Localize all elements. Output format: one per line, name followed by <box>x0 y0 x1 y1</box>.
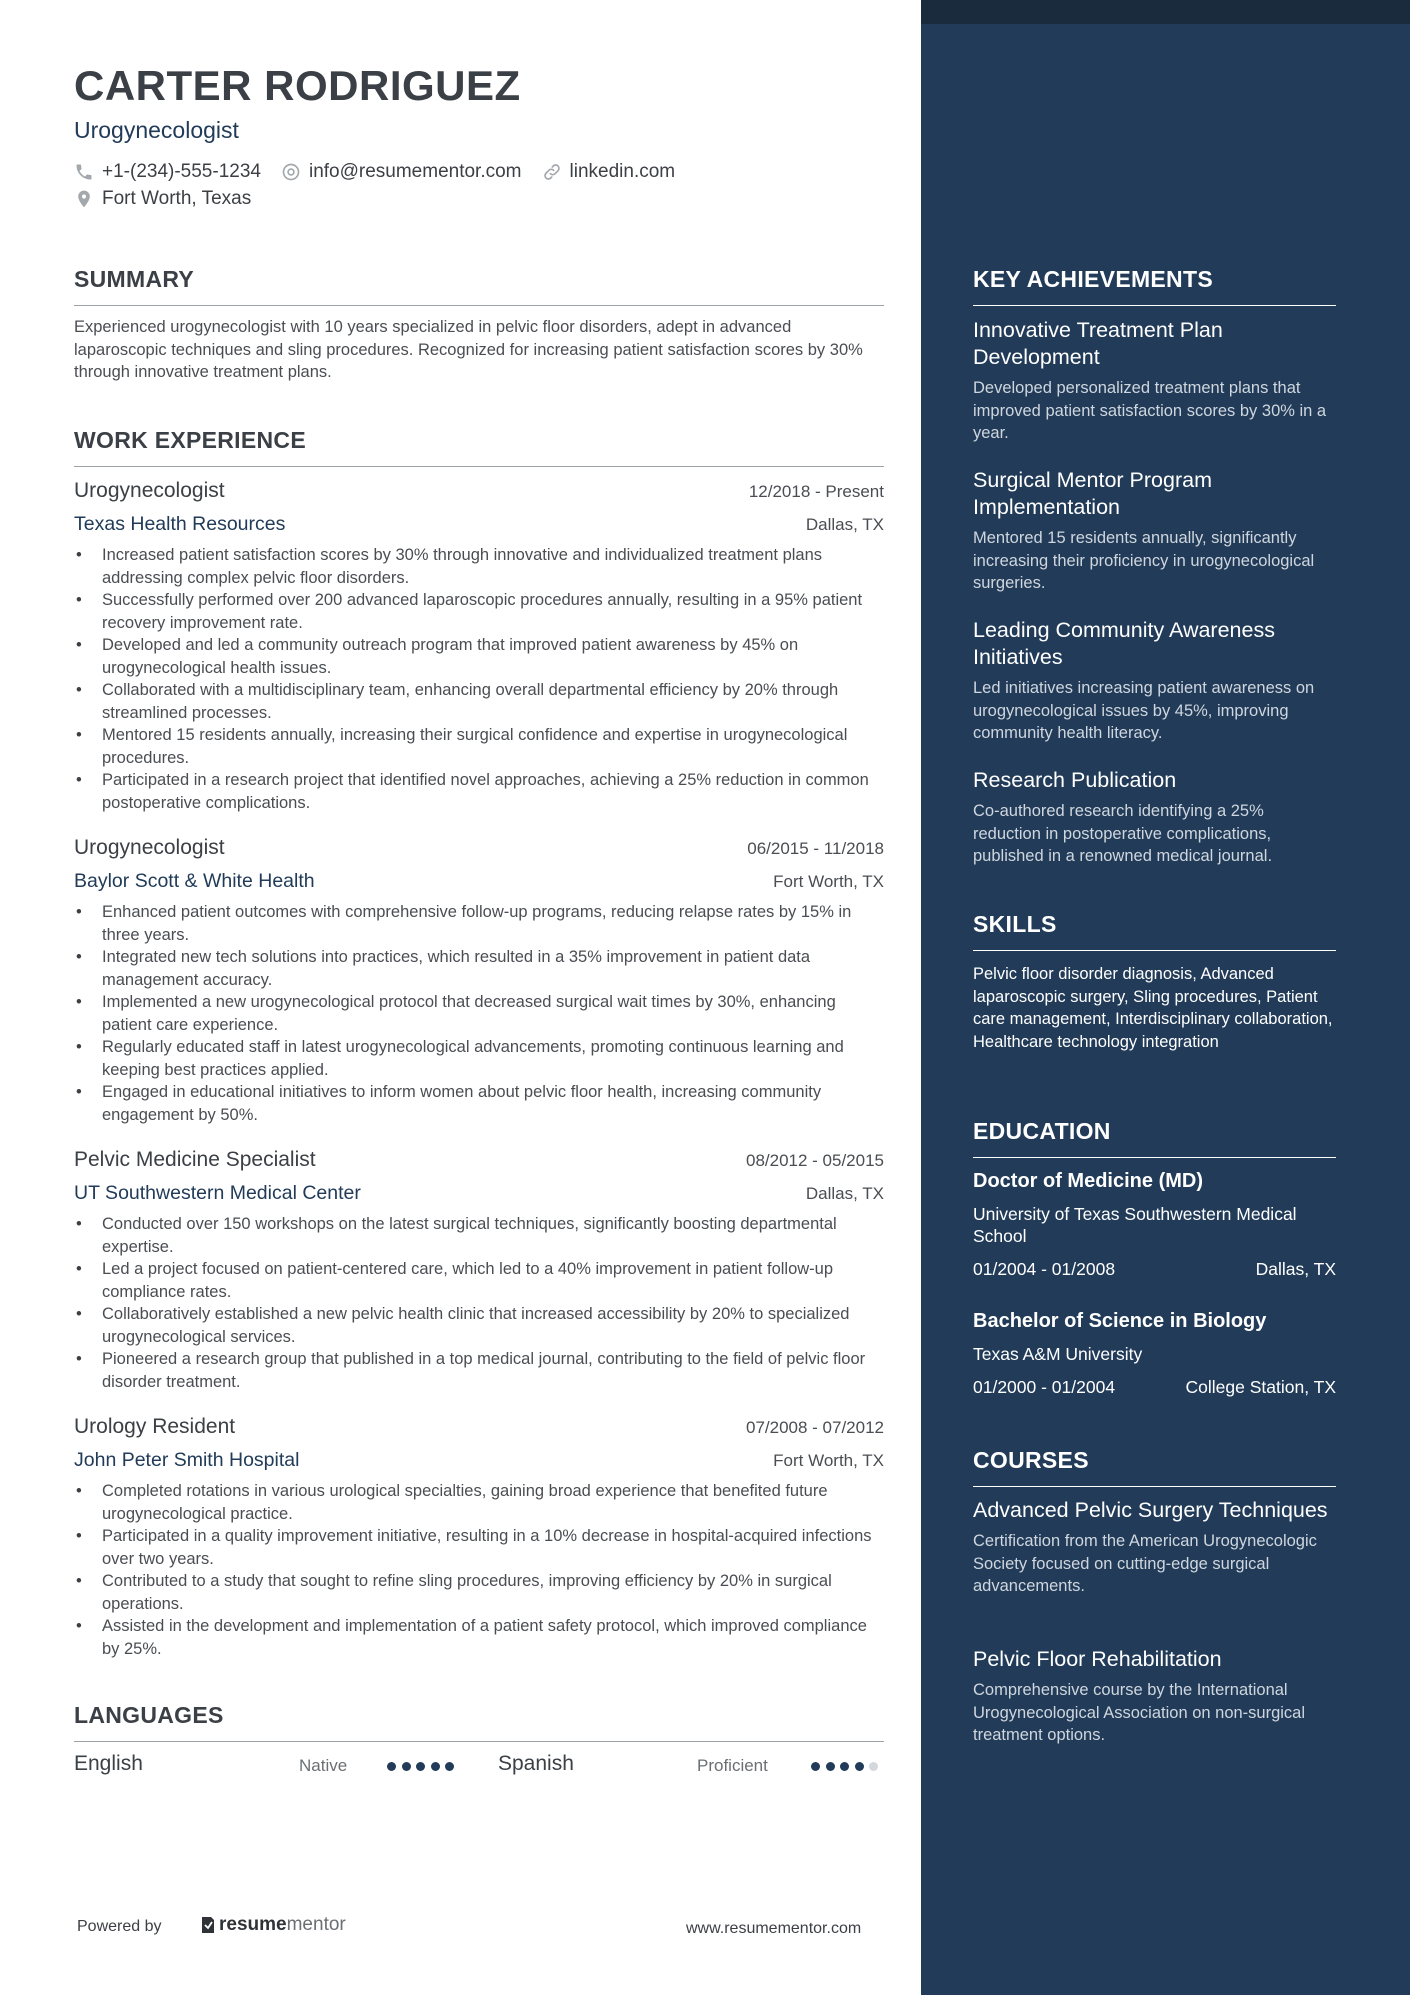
job-entry <box>74 836 884 1126</box>
rating-dot-filled <box>811 1762 820 1771</box>
job-bullets <box>74 1480 884 1660</box>
course-title: Pelvic Floor Rehabilitation <box>973 1647 1222 1671</box>
education-dates: 01/2004 - 01/2008 <box>973 1259 1116 1279</box>
job-dates: 06/2015 - 11/2018 <box>747 839 884 858</box>
job-bullet: • Successfully performed over 200 advanced laparoscopic procedures annually, resulting in a 95% patient recovery improvement rate. <box>74 589 884 634</box>
job-bullets <box>74 544 884 814</box>
education-location: Dallas, TX <box>1255 1259 1336 1279</box>
job-dates: 08/2012 - 05/2015 <box>745 1151 884 1170</box>
language-level: Native <box>299 1756 348 1775</box>
languages-section <box>74 1702 884 1742</box>
logo-text-bold: resume <box>219 1914 287 1935</box>
education-location: College Station, TX <box>1185 1377 1336 1397</box>
education-degree: Bachelor of Science in Biology <box>973 1310 1267 1332</box>
job-dates: 12/2018 - Present <box>748 482 884 501</box>
job-company: Baylor Scott & White Health <box>74 870 315 892</box>
course-item <box>973 1646 1336 1747</box>
education-dates: 01/2000 - 01/2004 <box>973 1377 1116 1397</box>
job-bullet: • Mentored 15 residents annually, increasing their surgical confidence and expertise in urogynecological procedures. <box>74 724 884 769</box>
job-company: UT Southwestern Medical Center <box>74 1182 361 1204</box>
job-company: John Peter Smith Hospital <box>74 1449 300 1471</box>
linkedin-text[interactable]: linkedin.com <box>569 161 676 182</box>
job-bullet: • Engaged in educational initiatives to inform women about pelvic floor health, increasing community engagement by 50%. <box>74 1081 884 1126</box>
course-item <box>973 1497 1336 1598</box>
summary-heading: SUMMARY <box>74 266 884 306</box>
job-bullet: • Integrated new tech solutions into practices, which resulted in a 35% improvement in patient data management accuracy. <box>74 946 884 991</box>
language-name: Spanish <box>498 1752 574 1775</box>
footer-logo[interactable] <box>200 1914 346 1936</box>
skills-section <box>973 911 1336 1053</box>
job-bullets <box>74 1213 884 1393</box>
achievement-desc: Mentored 15 residents annually, significantly increasing their proficiency in urogynecological surgeries. <box>973 529 1315 592</box>
phone-icon <box>74 162 94 182</box>
job-bullet: • Participated in a quality improvement initiative, resulting in a 10% decrease in hospital-acquired infections over two years. <box>74 1525 884 1570</box>
location-text: Fort Worth, Texas <box>102 188 252 209</box>
job-bullet: • Developed and led a community outreach program that improved patient awareness by 45% on urogynecological health issues. <box>74 634 884 679</box>
achievement-desc: Led initiatives increasing patient awareness on urogynecological issues by 45%, improving community health literacy. <box>973 679 1315 742</box>
footer-website[interactable]: www.resumementor.com <box>686 1920 862 1937</box>
job-bullet: • Enhanced patient outcomes with comprehensive follow-up programs, reducing relapse rates by 15% in three years. <box>74 901 884 946</box>
experience-heading: WORK EXPERIENCE <box>74 427 884 467</box>
rating-dot-filled <box>826 1762 835 1771</box>
achievement-title: Surgical Mentor Program Implementation <box>973 468 1212 519</box>
courses-heading: COURSES <box>973 1447 1336 1487</box>
rating-dot-filled <box>416 1762 425 1771</box>
education-item <box>973 1310 1336 1398</box>
sidebar <box>921 0 1410 1995</box>
education-school: University of Texas Southwestern Medical School <box>973 1204 1297 1246</box>
education-section <box>973 1118 1336 1158</box>
rating-dot-filled <box>445 1762 454 1771</box>
achievement-title: Research Publication <box>973 768 1177 792</box>
achievement-item <box>973 617 1336 745</box>
job-location: Fort Worth, TX <box>773 872 884 891</box>
job-bullet: • Conducted over 150 workshops on the latest surgical techniques, significantly boosting departmental expertise. <box>74 1213 884 1258</box>
languages-heading: LANGUAGES <box>74 1702 884 1742</box>
achievement-title: Leading Community Awareness Initiatives <box>973 618 1275 669</box>
logo-text-light: mentor <box>286 1914 346 1935</box>
experience-heading-block <box>74 427 884 467</box>
education-school: Texas A&M University <box>973 1344 1143 1364</box>
email-text[interactable]: info@resumementor.com <box>308 161 522 182</box>
job-location: Dallas, TX <box>805 1184 884 1203</box>
job-bullets <box>74 901 884 1126</box>
rating-dot-filled <box>431 1762 440 1771</box>
candidate-title: Urogynecologist <box>74 117 239 143</box>
job-company: Texas Health Resources <box>74 513 286 535</box>
rating-dot-filled <box>855 1762 864 1771</box>
job-entry <box>74 479 884 814</box>
job-title: Urology Resident <box>74 1415 236 1438</box>
job-bullet: • Collaborated with a multidisciplinary team, enhancing overall departmental efficiency by 20% through streamlined processes. <box>74 679 884 724</box>
course-title: Advanced Pelvic Surgery Techniques <box>973 1498 1328 1522</box>
job-bullet: • Collaboratively established a new pelvic health clinic that increased accessibility by 20% to specialized urogynecological services. <box>74 1303 884 1348</box>
achievement-desc: Co-authored research identifying a 25% reduction in postoperative complications, published in a renowned medical journal. <box>973 802 1273 865</box>
job-location: Dallas, TX <box>805 515 884 534</box>
job-bullet: • Assisted in the development and implementation of a patient safety protocol, which improved compliance by 25%. <box>74 1615 884 1660</box>
language-rating <box>387 1762 460 1771</box>
job-entry <box>74 1415 884 1660</box>
achievement-title: Innovative Treatment Plan Development <box>973 318 1223 369</box>
summary-text: Experienced urogynecologist with 10 years specialized in pelvic floor disorders, adept in advanced laparoscopic techniques and sling procedures. Recognized for increasing patient satisfaction scores by 30% through innovative treatment plans. <box>74 318 863 381</box>
achievement-item <box>973 317 1336 445</box>
job-bullet: • Pioneered a research group that published in a top medical journal, contributing to the field of pelvic floor disorder treatment. <box>74 1348 884 1393</box>
skills-text: Pelvic floor disorder diagnosis, Advanced laparoscopic surgery, Sling procedures, Patient care management, Interdisciplinary collaboration, Healthcare technology integration <box>973 965 1333 1051</box>
job-bullet: • Completed rotations in various urological specialties, gaining broad experience that benefited future urogynecological practice. <box>74 1480 884 1525</box>
sidebar-top-band <box>921 0 1410 24</box>
course-desc: Comprehensive course by the International Urogynecological Association on non-surgical treatment options. <box>973 1681 1306 1744</box>
job-bullet: • Contributed to a study that sought to refine sling procedures, improving efficiency by 20% in surgical operations. <box>74 1570 884 1615</box>
achievement-item <box>973 467 1336 595</box>
location-row <box>74 188 271 210</box>
job-bullet: • Increased patient satisfaction scores by 30% through innovative and individualized treatment plans addressing complex pelvic floor disorders. <box>74 544 884 589</box>
language-name: English <box>74 1752 143 1775</box>
candidate-name: CARTER RODRIGUEZ <box>74 62 521 109</box>
education-degree: Doctor of Medicine (MD) <box>973 1170 1203 1192</box>
phone-text: +1-(234)-555-1234 <box>102 161 261 182</box>
powered-by-label: Powered by <box>77 1918 162 1935</box>
summary-section <box>74 266 884 384</box>
rating-dot-filled <box>387 1762 396 1771</box>
job-location: Fort Worth, TX <box>773 1451 884 1470</box>
job-title: Urogynecologist <box>74 479 225 502</box>
achievements-section <box>973 266 1336 306</box>
job-bullet: • Participated in a research project that identified novel approaches, achieving a 25% reduction in common postoperative complications. <box>74 769 884 814</box>
achievement-desc: Developed personalized treatment plans that improved patient satisfaction scores by 30% in a year. <box>973 379 1327 442</box>
contact-location <box>74 188 251 210</box>
job-bullet: • Regularly educated staff in latest urogynecological advancements, promoting continuous learning and keeping best practices applied. <box>74 1036 884 1081</box>
rating-dot-empty <box>869 1762 878 1771</box>
achievements-heading: KEY ACHIEVEMENTS <box>973 266 1336 306</box>
job-bullet: • Led a project focused on patient-centered care, which led to a 40% improvement in patient follow-up compliance rates. <box>74 1258 884 1303</box>
education-heading: EDUCATION <box>973 1118 1336 1158</box>
job-title: Pelvic Medicine Specialist <box>74 1148 316 1171</box>
contact-phone <box>74 161 261 183</box>
resumementor-logo-icon <box>200 1915 216 1935</box>
language-level: Proficient <box>697 1756 768 1775</box>
education-item <box>973 1170 1336 1280</box>
rating-dot-filled <box>402 1762 411 1771</box>
contact-row <box>74 161 695 183</box>
language-rating <box>811 1762 884 1771</box>
contact-linkedin[interactable] <box>542 161 676 183</box>
job-dates: 07/2008 - 07/2012 <box>745 1418 884 1437</box>
job-entry <box>74 1148 884 1393</box>
skills-heading: SKILLS <box>973 911 1336 951</box>
rating-dot-filled <box>840 1762 849 1771</box>
link-icon <box>542 162 562 182</box>
at-icon <box>281 162 301 182</box>
location-pin-icon <box>74 189 94 209</box>
job-bullet: • Implemented a new urogynecological protocol that decreased surgical wait times by 30%, enhancing patient care experience. <box>74 991 884 1036</box>
contact-email[interactable] <box>281 161 522 183</box>
languages-row <box>74 1752 884 1782</box>
course-desc: Certification from the American Urogynecologic Society focused on cutting-edge surgical advancements. <box>973 1532 1317 1595</box>
courses-section <box>973 1447 1336 1487</box>
job-title: Urogynecologist <box>74 836 225 859</box>
achievement-item <box>973 767 1336 868</box>
